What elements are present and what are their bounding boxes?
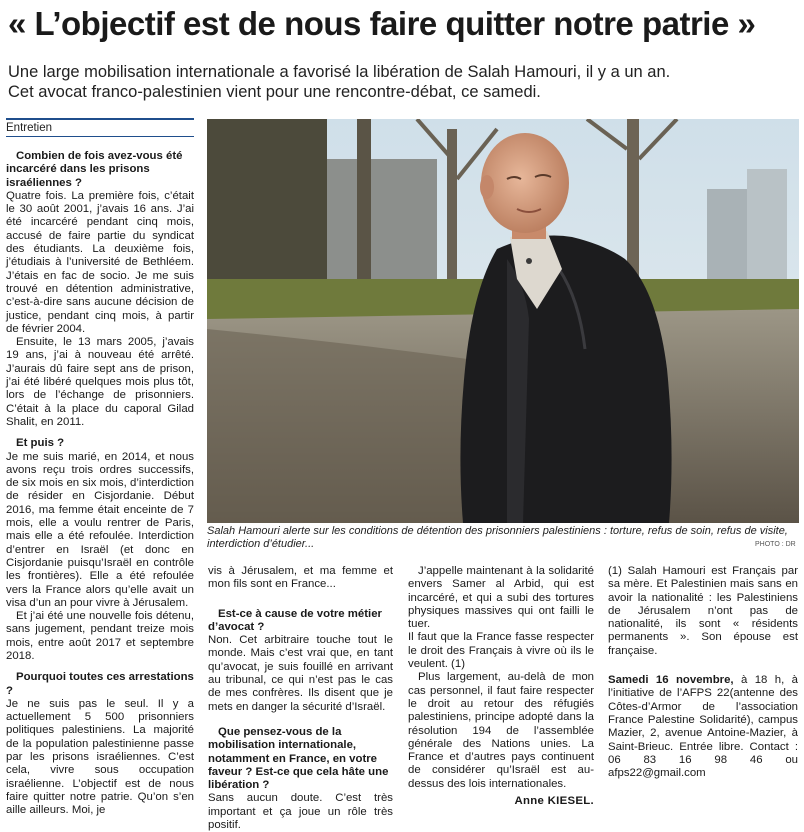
answer-2-paragraph-2: Et j’ai été une nouvelle fois détenu, sans jugement, pendant treize mois mois, entre août 2017 et septembre 2018. <box>6 610 194 662</box>
standfirst <box>8 62 798 102</box>
event-announcement <box>608 674 798 780</box>
answer-3-continued: vis à Jérusalem, et ma femme et mon fils sont en France... <box>208 565 393 591</box>
column-3 <box>408 565 594 808</box>
answer-2-paragraph-1: Je me suis marié, en 2014, et nous avons reçu trois ordres successifs, de six mois en six mois, d’interdiction de résider en Cisjordanie. Début 2016, ma femme était enceinte de 7 mois, elle a voulu rentrer de Paris, mais elle a été refoulée. Interdiction d’entrer en Israël (et donc en Cisjordanie puisqu’Israël en contrôle les frontières). Elle a été refoulée vers la France alors qu’elle avait un visa d’un an pour vivre à Jérusalem. <box>6 450 194 609</box>
photo-caption: Salah Hamouri alerte sur les conditions de détention des prisonniers palestiniens : torture, refus de soin, refus de visite, interdiction d’étudier... <box>207 525 788 550</box>
answer-5: Sans aucun doute. C’est très important et ça joue un rôle très positif. <box>208 792 393 832</box>
question-4: Est-ce à cause de votre métier d’avocat ? <box>208 607 382 633</box>
headline: « L’objectif est de nous faire quitter notre patrie » <box>8 5 756 42</box>
event-date: Samedi 16 novembre, <box>608 674 734 687</box>
column-4 <box>608 565 798 780</box>
answer-3: Je ne suis pas le seul. Il y a actuellement 5 500 prisonniers politiques palestiniens. La majorité de la population palestinienne passe par les prisons israéliennes. C’est cela, vivre sous occupation israélienne. L’objectif est de nous faire quitter notre patrie. Qu’on s’en aille ailleurs. Moi, je <box>6 697 194 817</box>
author-signature: Anne KIESEL. <box>514 795 594 808</box>
question-1: Combien de fois avez-vous été incarcéré dans les prisons israéliennes ? <box>6 150 183 189</box>
section-label: Entretien <box>6 118 194 137</box>
standfirst-line-2: Cet avocat franco-palestinien vient pour une rencontre-débat, ce samedi. <box>8 83 541 101</box>
paragraph-france: Il faut que la France fasse respecter le droit des Français à vivre où ils le veulent. (1) <box>408 631 594 671</box>
portrait-photo <box>207 119 799 523</box>
paragraph-solidarity: J’appelle maintenant à la solidarité envers Samer al Arbid, qui est incarcéré, et qui a subi des tortures physiques massives qui ont failli le tuer. <box>408 565 594 631</box>
photo-credit: PHOTO : DR <box>755 541 796 548</box>
footnote: (1) Salah Hamouri est Français par sa mère. Et Palestinien mais sans en avoir la nationalité : les Palestiniens de Jérusalem n’ont pas de nationalité, ils sont « résidents permanents ». Son épouse est française. <box>608 565 798 657</box>
question-2: Et puis ? <box>16 437 65 450</box>
photo-illustration <box>207 119 799 523</box>
column-1 <box>6 150 194 818</box>
paragraph-right-of-return: Plus largement, au-delà de mon cas personnel, il faut faire respecter le droit au retour des réfugiés palestiniens, principe adopté dans la résolution 194 de l’assemblée générale des Nations unies. La France et d’autres pays continuent de considérer qu’Israël est au-dessus des lois internationales. <box>408 671 594 790</box>
standfirst-line-1: Une large mobilisation internationale a favorisé la libération de Salah Hamouri, il y a un an. <box>8 63 671 81</box>
question-5: Que pensez-vous de la mobilisation internationale, notamment en France, en votre faveur ? Est-ce que cela hâte une libération ? <box>208 725 389 792</box>
question-3: Pourquoi toutes ces arrestations ? <box>6 671 194 697</box>
column-2 <box>208 565 393 832</box>
event-details: à 18 h, à l’initiative de l’AFPS 22(antenne des Côtes-d’Armor de l’association France Palestine Solidarité), campus Mazier, 2, avenue Antoine-Mazier, à Saint-Brieuc. Entrée libre. Contact : 06 83 16 98 46 ou afps22@gmail.com <box>608 674 799 780</box>
answer-1-paragraph-2: Ensuite, le 13 mars 2005, j’avais 19 ans, j’ai à nouveau été arrêté. J’aurais dû faire sept ans de prison, j’ai été libéré quelques mois plus tôt, lors de l’échange de prisonniers. C’était à la place du caporal Gilad Shalit, en 2011. <box>6 336 194 428</box>
answer-1-paragraph-1: Quatre fois. La première fois, c’était le 30 août 2001, j’avais 16 ans. J’ai été incarcéré pendant cinq mois, accusé de faire partie du syndicat des étudiants. La deuxième fois, j’étudiais à l’université de Bethléem. J’étais en fac de socio. Je me suis trouvé en détention administrative, c’est-à-dire sans aucune décision de justice, pendant cinq mois, à partir de février 2004. <box>6 189 194 335</box>
answer-4: Non. Cet arbitraire touche tout le monde. Mais c’est vrai que, en tant qu’avocat, je suis fouillé en arrivant au tribunal, ce qui n’est pas le cas de mes confrères. Ils disent que je mets en danger la sécurité d’Israël. <box>208 634 393 713</box>
